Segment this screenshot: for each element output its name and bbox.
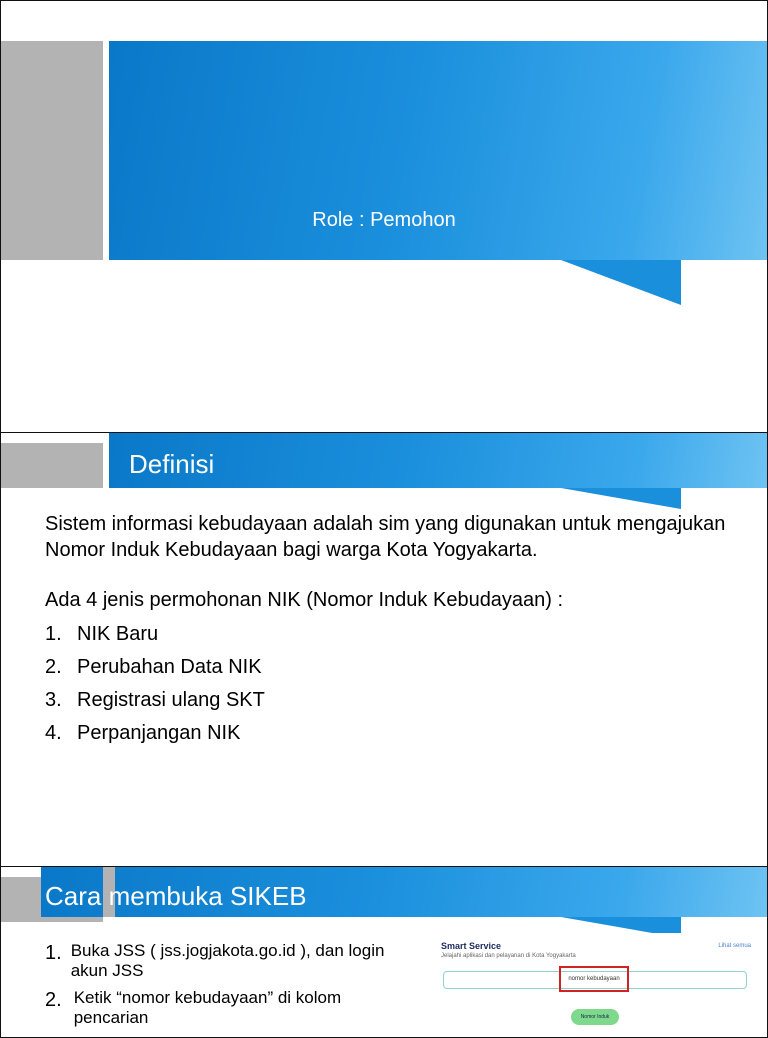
result-pill[interactable]: Nomor Induk (571, 1009, 619, 1025)
slide-title-definisi: Definisi (129, 449, 215, 479)
slide-cara-membuka (0, 866, 768, 1038)
screenshot-heading: Smart Service (441, 941, 502, 951)
permohonan-list (45, 621, 755, 753)
step-item: 1. Buka JSS ( jss.jogjakota.go.id ), dan login akun JSS (45, 941, 385, 981)
list-item: 1. NIK Baru (45, 623, 159, 645)
slide-body (45, 511, 755, 753)
slide-definisi (0, 432, 768, 867)
list-item: 4. Perpanjangan NIK (45, 722, 241, 744)
definition-paragraph: Sistem informasi kebudayaan adalah sim yang digunakan untuk mengajukan Nomor Induk Kebudayaan bagi warga Kota Yogyakarta. (45, 513, 726, 561)
list-item: 3. Registrasi ulang SKT (45, 689, 265, 711)
jss-screenshot (433, 933, 763, 1038)
see-all-link[interactable]: Lihat semua (718, 943, 751, 949)
slide-title-cara: Cara membuka SIKEB (45, 881, 307, 911)
gray-side-bar (1, 443, 103, 488)
list-item: 2. Perubahan Data NIK (45, 656, 262, 678)
search-highlight: nomor kebudayaan (559, 966, 629, 992)
step-item: 2. Ketik “nomor kebudayaan” di kolom pencarian (45, 987, 342, 1028)
slide-title (0, 0, 768, 433)
steps-list (45, 941, 385, 1035)
banner-tail (561, 488, 682, 510)
intro-text: Ada 4 jenis permohonan NIK (Nomor Induk Kebudayaan) : (45, 589, 564, 611)
role-text: Role : Pemohon (312, 209, 456, 231)
screenshot-subheading: Jelajahi aplikasi dan pelayanan di Kota Yogyakarta (441, 953, 576, 959)
banner-tail (561, 260, 682, 306)
